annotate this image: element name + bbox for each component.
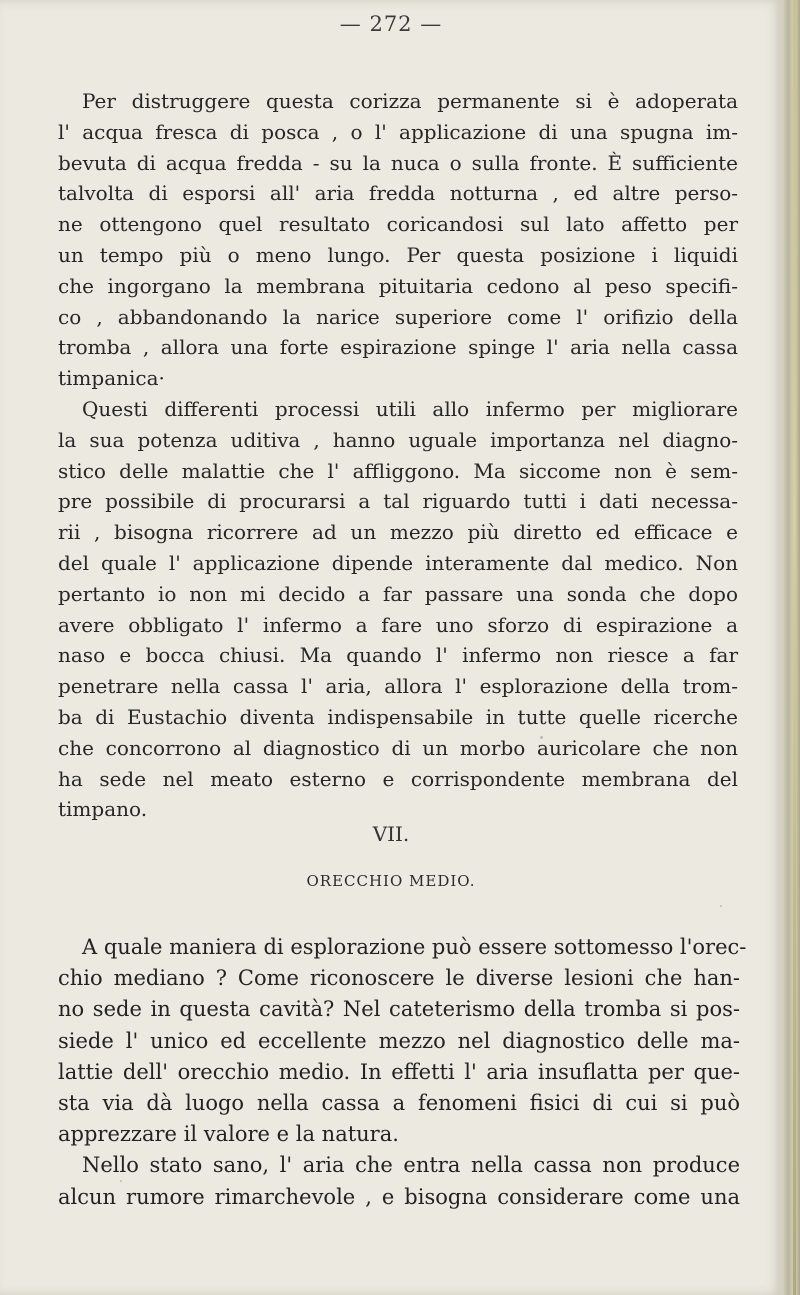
text-line: rii , bisogna ricorrere ad un mezzo più diretto ed efficace e [58,520,738,545]
text-line: avere obbligato l' infermo a fare uno sforzo di espirazione a [58,612,738,637]
text-line: che ingorgano la membrana pituitaria cedono al peso specifi- [58,273,738,298]
text-line: bevuta di acqua fredda - su la nuca o sulla fronte. È sufficiente [58,150,738,175]
page-number: — 272 — [339,12,443,36]
text-line: timpano. [58,797,148,822]
text-line: sta via dà luogo nella cassa a fenomeni fisici di cui si può [58,1090,740,1115]
text-line: del quale l' applicazione dipende interamente dal medico. Non [58,550,738,575]
section-title: ORECCHIO MEDIO. [306,872,476,890]
text-line: pre possibile di procurarsi a tal riguardo tutti i dati necessa- [58,489,738,514]
text-line: Questi differenti processi utili allo infermo per migliorare [82,396,738,421]
text-line: timpanica· [58,366,165,391]
text-line: la sua potenza uditiva , hanno uguale importanza nel diagno- [58,427,738,452]
text-line: stico delle malattie che l' affliggono. Ma siccome non è sem- [58,458,738,483]
text-line: che concorrono al diagnostico di un morbo auricolare che non [58,735,738,760]
section-number: VII. [372,822,410,846]
body-text-bottom [58,932,747,1213]
text-line: lattie dell' orecchio medio. In effetti l' aria insuflatta per que- [58,1059,740,1084]
text-line: ne ottengono quel resultato coricandosi sul lato affetto per [58,212,738,237]
paper-speck [120,1180,122,1182]
text-line: Nello stato sano, l' aria che entra nella cassa non produce [82,1153,740,1178]
text-line: co , abbandonando la narice superiore come l' orifizio della [58,304,738,329]
text-line: l' acqua fresca di posca , o l' applicazione di una spugna im- [58,119,738,144]
text-line: talvolta di esporsi all' aria fredda notturna , ed altre perso- [58,181,738,206]
text-line: A quale maniera di esplorazione può essere sottomesso l'orec- [82,935,747,959]
text-line: penetrare nella cassa l' aria, allora l' esplorazione della trom- [58,674,738,699]
text-line: ba di Eustachio diventa indispensabile in tutte quelle ricerche [58,704,738,729]
text-line: ha sede nel meato esterno e corrispondente membrana del [58,766,738,791]
text-line: Per distruggere questa corizza permanente si è adoperata [82,89,738,113]
text-line: un tempo più o meno lungo. Per questa posizione i liquidi [58,242,738,267]
paper-speck [540,736,543,739]
text-line: alcun rumore rimarchevole , e bisogna considerare come una [58,1184,740,1209]
page-edge [782,0,800,1295]
paper-speck [720,905,722,907]
text-line: chio mediano ? Come riconoscere le diverse lesioni che han- [58,966,740,991]
text-line: no sede in questa cavità? Nel cateterismo della tromba si pos- [58,997,740,1022]
page-edge-stripe [793,0,796,1295]
text-line: naso e bocca chiusi. Ma quando l' infermo non riesce a far [58,643,738,668]
text-line: siede l' unico ed eccellente mezzo nel diagnostico delle ma- [58,1028,740,1053]
text-line: tromba , allora una forte espirazione spinge l' aria nella cassa [58,335,738,360]
text-line: apprezzare il valore e la natura. [58,1122,399,1147]
body-text-top [58,86,738,825]
text-line: pertanto io non mi decido a far passare una sonda che dopo [58,581,738,606]
